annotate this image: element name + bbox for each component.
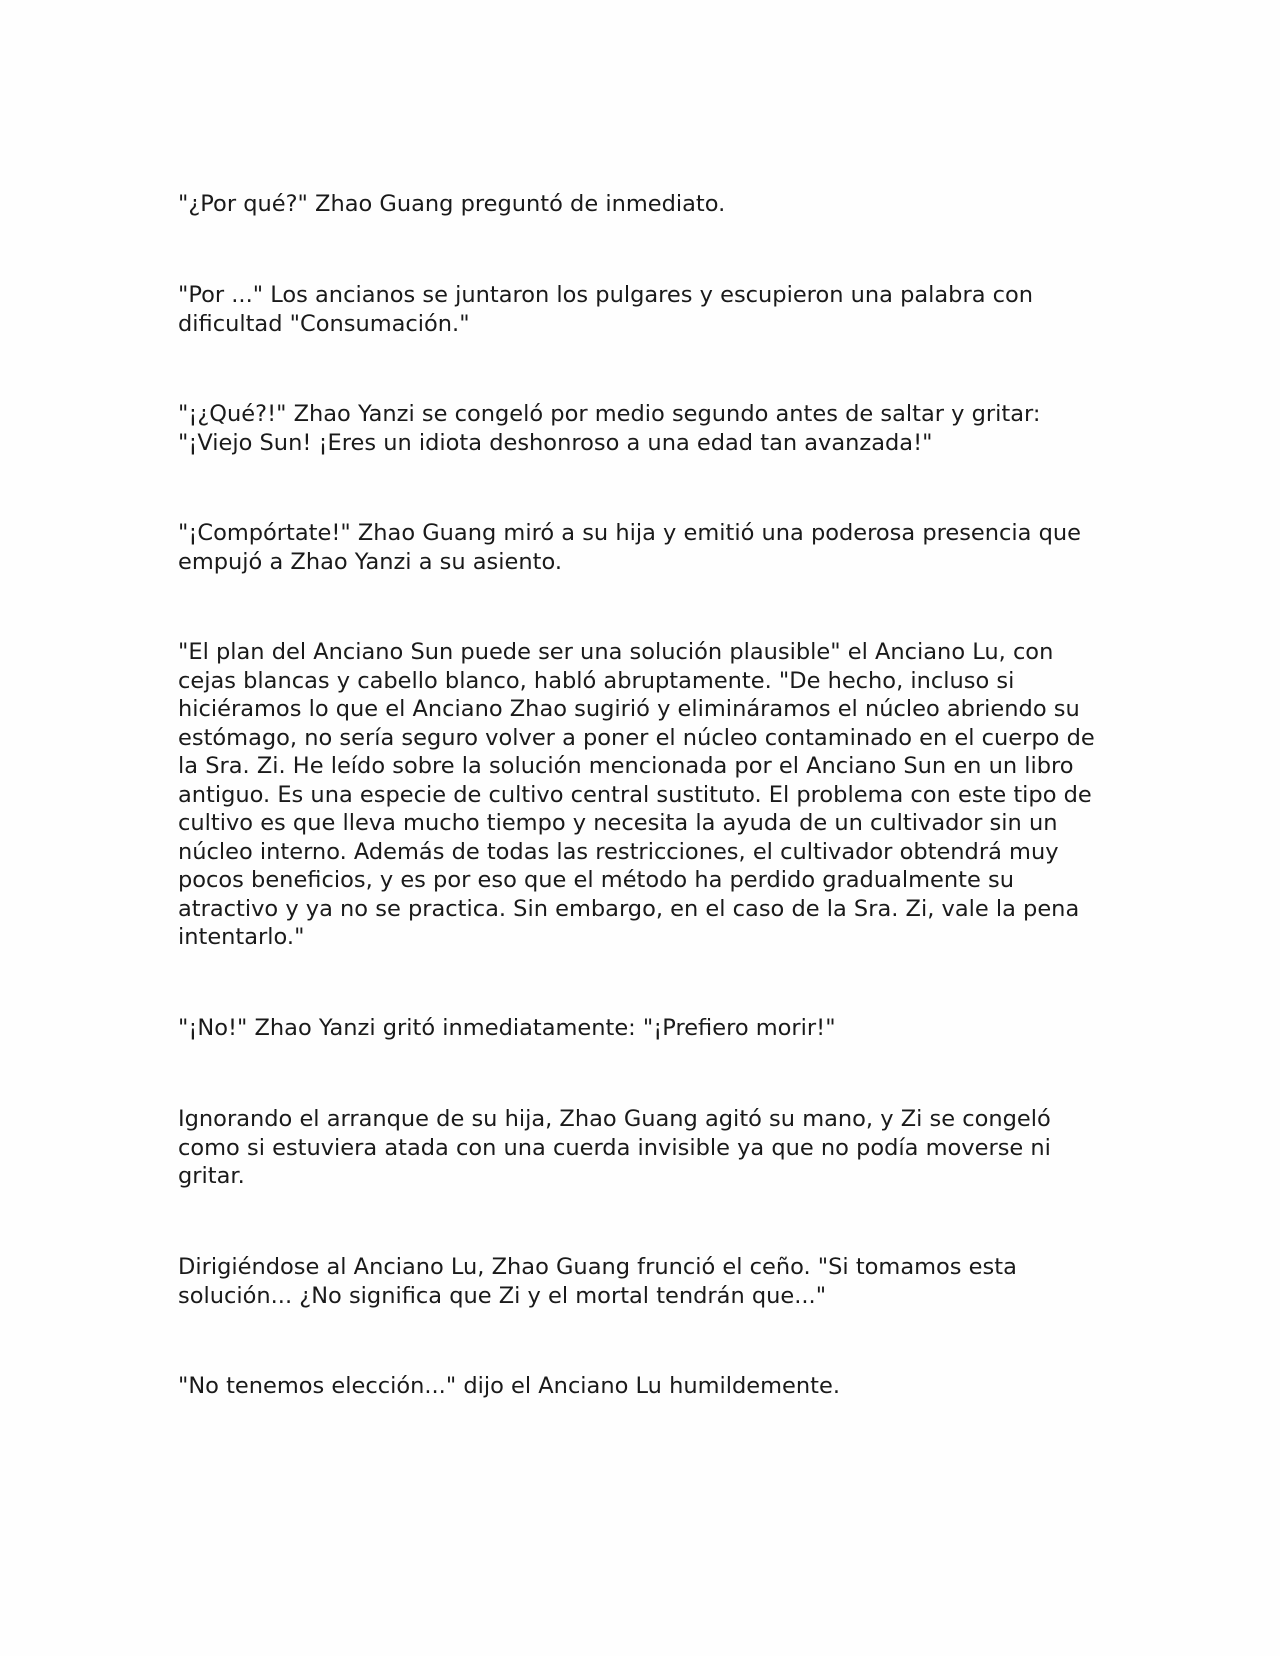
- paragraph: "¿Por qué?" Zhao Guang preguntó de inmediato.: [178, 191, 726, 217]
- paragraph: Ignorando el arranque de su hija, Zhao Guang agitó su mano, y Zi se congeló como si estuviera atada con una cuerda invisible ya que no podía moverse ni gritar.: [178, 1106, 1051, 1189]
- paragraph: "No tenemos elección..." dijo el Anciano Lu humildemente.: [178, 1373, 840, 1399]
- paragraph: "¡Compórtate!" Zhao Guang miró a su hija y emitió una poderosa presencia que empujó a Zhao Yanzi a su asiento.: [178, 520, 1081, 575]
- paragraph: Dirigiéndose al Anciano Lu, Zhao Guang frunció el ceño. "Si tomamos esta solución... ¿No significa que Zi y el mortal tendrán que...": [178, 1254, 1017, 1309]
- paragraph: "El plan del Anciano Sun puede ser una solución plausible" el Anciano Lu, con cejas blancas y cabello blanco, habló abruptamente. "De hecho, incluso si hiciéramos lo que el Anciano Zhao sugirió y elimináramos el núcleo abriendo su estómago, no sería seguro volver a poner el núcleo contaminado en el cuerpo de la Sra. Zi. He leído sobre la solución mencionada por el Anciano Sun en un libro antiguo. Es una especie de cultivo central sustituto. El problema con este tipo de cultivo es que lleva mucho tiempo y necesita la ayuda de un cultivador sin un núcleo interno. Además de todas las restricciones, el cultivador obtendrá muy pocos beneficios, y es por eso que el método ha perdido gradualmente su atractivo y ya no se practica. Sin embargo, en el caso de la Sra. Zi, vale la pena intentarlo.": [178, 639, 1095, 950]
- paragraph: "¡No!" Zhao Yanzi gritó inmediatamente: "¡Prefiero morir!": [178, 1015, 836, 1041]
- paragraph: "¡¿Qué?!" Zhao Yanzi se congeló por medio segundo antes de saltar y gritar: "¡Viejo Sun! ¡Eres un idiota deshonroso a una edad tan avanzada!": [178, 401, 1041, 456]
- paragraph: "Por ..." Los ancianos se juntaron los pulgares y escupieron una palabra con dificultad "Consumación.": [178, 282, 1034, 337]
